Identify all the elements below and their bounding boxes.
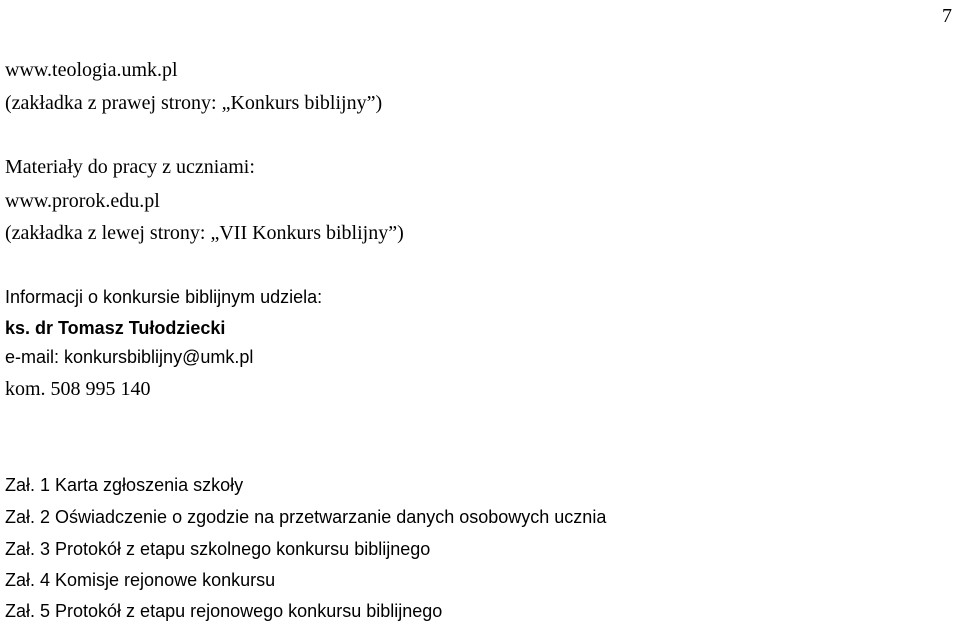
- prorok-note: (zakładka z lewej strony: „VII Konkurs biblijny”): [5, 222, 404, 244]
- contact-email: e-mail: konkursbiblijny@umk.pl: [5, 347, 254, 367]
- page-number: 7: [942, 5, 952, 27]
- contact-name: ks. dr Tomasz Tułodziecki: [5, 318, 226, 338]
- prorok-url: www.prorok.edu.pl: [5, 190, 160, 212]
- teologia-note: (zakładka z prawej strony: „Konkurs biblijny”): [5, 92, 383, 114]
- attachment-5: Zał. 5 Protokół z etapu rejonowego konkursu biblijnego: [5, 601, 443, 621]
- contact-phone: kom. 508 995 140: [5, 378, 151, 400]
- attachment-1: Zał. 1 Karta zgłoszenia szkoły: [5, 475, 244, 495]
- teologia-url: www.teologia.umk.pl: [5, 59, 178, 81]
- attachment-3: Zał. 3 Protokół z etapu szkolnego konkursu biblijnego: [5, 539, 431, 559]
- attachment-4: Zał. 4 Komisje rejonowe konkursu: [5, 570, 276, 590]
- attachment-2: Zał. 2 Oświadczenie o zgodzie na przetwarzanie danych osobowych ucznia: [5, 507, 607, 527]
- contact-intro: Informacji o konkursie biblijnym udziela:: [5, 287, 323, 307]
- materials-heading: Materiały do pracy z uczniami:: [5, 156, 255, 178]
